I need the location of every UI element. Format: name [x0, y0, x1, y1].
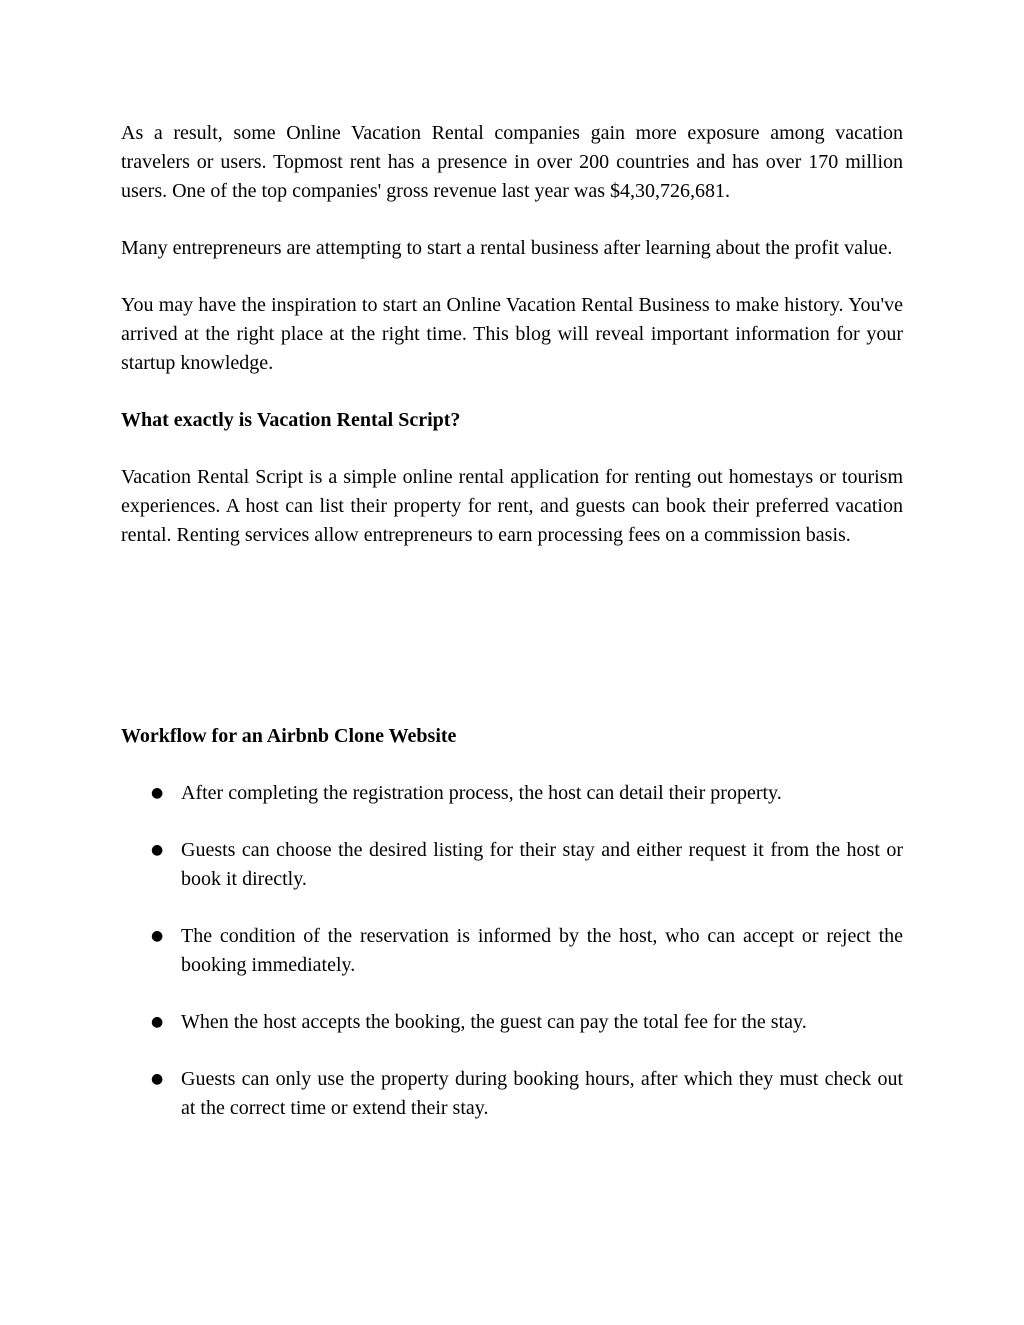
- bullet-icon: ●: [151, 785, 164, 801]
- list-item-text: After completing the registration process, the host can detail their property.: [181, 782, 782, 804]
- section-heading-workflow: Workflow for an Airbnb Clone Website: [121, 725, 457, 747]
- bullet-icon: ●: [151, 928, 164, 944]
- bullet-icon: ●: [151, 1071, 164, 1087]
- list-item: [121, 1008, 903, 1037]
- bullet-icon: ●: [151, 1014, 164, 1030]
- list-item-text: The condition of the reservation is informed by the host, who can accept or reject the booking immediately.: [181, 925, 903, 976]
- document-page: [121, 119, 903, 1151]
- list-item: [121, 836, 903, 894]
- workflow-list: [121, 779, 903, 1123]
- list-item: [121, 1065, 903, 1123]
- list-item-text: Guests can choose the desired listing for their stay and either request it from the host or book it directly.: [181, 839, 903, 890]
- list-item-text: When the host accepts the booking, the guest can pay the total fee for the stay.: [181, 1011, 807, 1033]
- intro-paragraph-1: As a result, some Online Vacation Rental companies gain more exposure among vacation travelers or users. Topmost rent has a presence in over 200 countries and has over 170 million users. One of the top companies' gross revenue last year was $4,30,726,681.: [121, 122, 903, 202]
- bullet-icon: ●: [151, 842, 164, 858]
- section-heading-vacation-rental-script: What exactly is Vacation Rental Script?: [121, 409, 461, 431]
- blank-space: [121, 578, 903, 722]
- intro-paragraph-2: Many entrepreneurs are attempting to start a rental business after learning about the profit value.: [121, 237, 893, 259]
- list-item: [121, 922, 903, 980]
- list-item-text: Guests can only use the property during booking hours, after which they must check out at the correct time or extend their stay.: [181, 1068, 903, 1119]
- list-item: [121, 779, 903, 808]
- section-body-vacation-rental-script: Vacation Rental Script is a simple online rental application for renting out homestays or tourism experiences. A host can list their property for rent, and guests can book their preferred vacation rental. Renting services allow entrepreneurs to earn processing fees on a commission basis.: [121, 466, 903, 546]
- intro-paragraph-3: You may have the inspiration to start an Online Vacation Rental Business to make history. You've arrived at the right place at the right time. This blog will reveal important information for your startup knowledge.: [121, 294, 903, 374]
